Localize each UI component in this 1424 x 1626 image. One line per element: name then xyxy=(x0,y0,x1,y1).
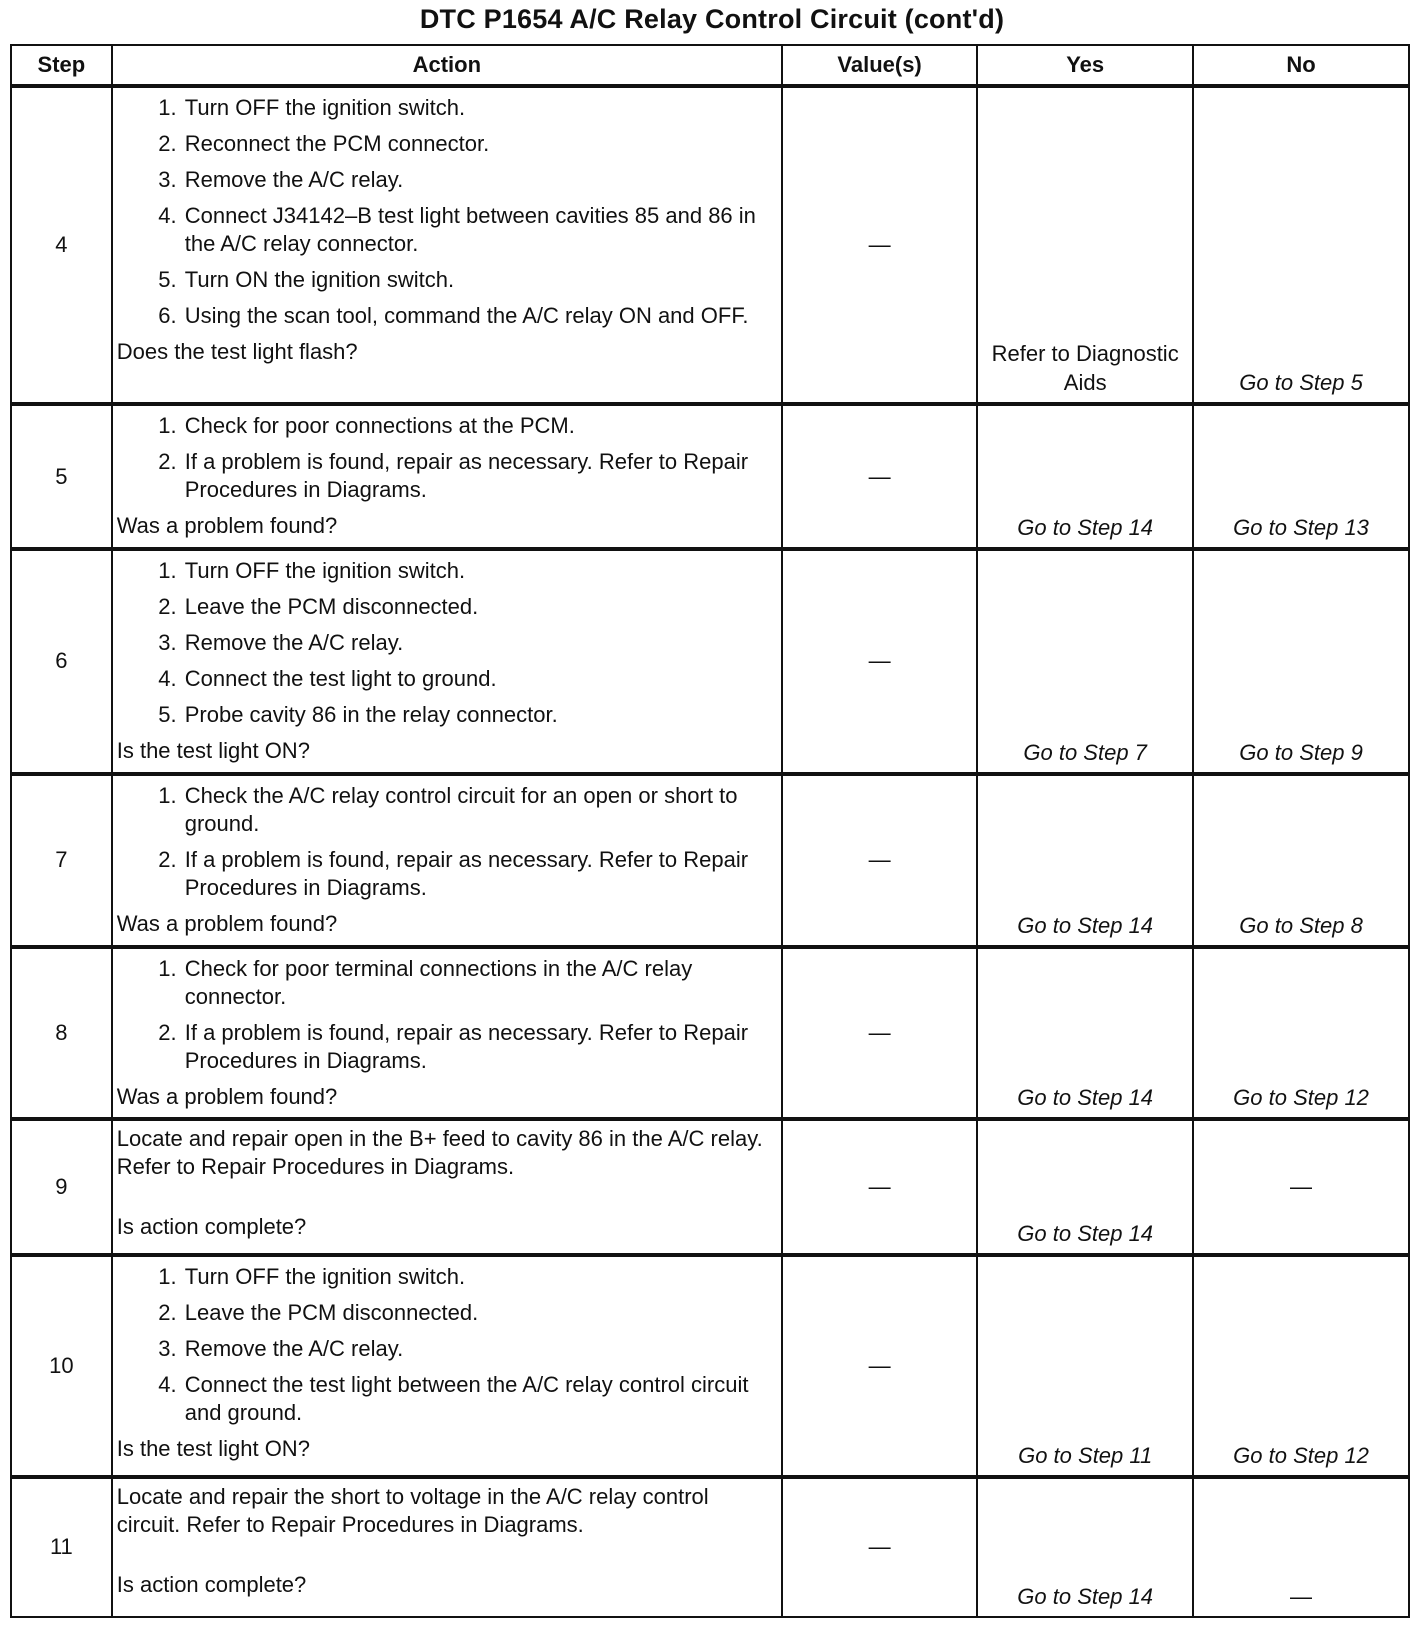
yes-cell: Go to Step 14 xyxy=(977,947,1193,1120)
action-step: 3. Remove the A/C relay. xyxy=(183,166,775,194)
yes-cell: Refer to Diagnostic Aids xyxy=(977,86,1193,405)
step-number: 9 xyxy=(11,1119,112,1255)
action-cell xyxy=(112,86,782,405)
action-step: 4. Connect the test light to ground. xyxy=(183,665,775,693)
value-cell: — xyxy=(782,86,977,405)
action-question: Was a problem found? xyxy=(116,1083,338,1109)
action-step: 1. Check for poor connections at the PCM. xyxy=(183,412,775,440)
action-question: Does the test light flash? xyxy=(116,338,358,364)
action-steps xyxy=(117,412,775,504)
table-row xyxy=(11,1119,1409,1255)
step-number: 6 xyxy=(11,549,112,774)
no-cell: Go to Step 13 xyxy=(1193,404,1409,548)
no-cell: — xyxy=(1193,1119,1409,1255)
no-cell: Go to Step 8 xyxy=(1193,774,1409,947)
action-steps xyxy=(117,782,775,902)
step-number: 5 xyxy=(11,404,112,548)
action-step: 1. Check the A/C relay control circuit for an open or short to ground. xyxy=(183,782,775,838)
action-step: 6. Using the scan tool, command the A/C relay ON and OFF. xyxy=(183,302,775,330)
no-cell: Go to Step 12 xyxy=(1193,1255,1409,1476)
action-step: 2. Reconnect the PCM connector. xyxy=(183,130,775,158)
action-step: 1. Check for poor terminal connections in the A/C relay connector. xyxy=(183,955,775,1011)
no-cell: Go to Step 12 xyxy=(1193,947,1409,1120)
yes-cell: Go to Step 14 xyxy=(977,774,1193,947)
step-number: 4 xyxy=(11,86,112,405)
action-cell xyxy=(112,404,782,548)
action-text: Locate and repair the short to voltage in the A/C relay control circuit. Refer to Repair Procedures in Diagrams. xyxy=(116,1483,709,1537)
table-row xyxy=(11,774,1409,947)
action-question: Is action complete? xyxy=(116,1214,307,1240)
action-question: Was a problem found? xyxy=(116,513,338,539)
header-step: Step xyxy=(11,45,112,86)
action-step: 1. Turn OFF the ignition switch. xyxy=(183,557,775,585)
no-cell: — xyxy=(1193,1477,1409,1617)
no-cell: Go to Step 9 xyxy=(1193,549,1409,774)
action-step: 3. Remove the A/C relay. xyxy=(183,1335,775,1363)
step-number: 11 xyxy=(11,1477,112,1617)
action-step: 2. Leave the PCM disconnected. xyxy=(183,1299,775,1327)
value-cell: — xyxy=(782,1255,977,1476)
action-question: Is the test light ON? xyxy=(116,737,310,763)
action-step: 1. Turn OFF the ignition switch. xyxy=(183,94,775,122)
action-question: Was a problem found? xyxy=(116,911,338,937)
step-number: 7 xyxy=(11,774,112,947)
action-cell xyxy=(112,549,782,774)
yes-cell: Go to Step 7 xyxy=(977,549,1193,774)
yes-cell: Go to Step 14 xyxy=(977,404,1193,548)
action-step: 2. If a problem is found, repair as necessary. Refer to Repair Procedures in Diagrams. xyxy=(183,1019,775,1075)
value-cell: — xyxy=(782,947,977,1120)
value-cell: — xyxy=(782,1119,977,1255)
action-step: 4. Connect the test light between the A/C relay control circuit and ground. xyxy=(183,1371,775,1427)
action-step: 2. If a problem is found, repair as necessary. Refer to Repair Procedures in Diagrams. xyxy=(183,846,775,902)
step-number: 10 xyxy=(11,1255,112,1476)
header-values: Value(s) xyxy=(782,45,977,86)
action-step: 5. Turn ON the ignition switch. xyxy=(183,266,775,294)
value-cell: — xyxy=(782,549,977,774)
action-cell xyxy=(112,774,782,947)
action-step: 1. Turn OFF the ignition switch. xyxy=(183,1263,775,1291)
action-text: Locate and repair open in the B+ feed to cavity 86 in the A/C relay. Refer to Repair Procedures in Diagrams. xyxy=(116,1126,763,1180)
yes-cell: Go to Step 11 xyxy=(977,1255,1193,1476)
action-cell xyxy=(112,1255,782,1476)
header-yes: Yes xyxy=(977,45,1193,86)
action-cell xyxy=(112,1119,782,1255)
step-number: 8 xyxy=(11,947,112,1120)
action-step: 4. Connect J34142–B test light between cavities 85 and 86 in the A/C relay connector. xyxy=(183,202,775,258)
yes-cell: Go to Step 14 xyxy=(977,1119,1193,1255)
value-cell: — xyxy=(782,1477,977,1617)
header-no: No xyxy=(1193,45,1409,86)
action-steps xyxy=(117,94,775,330)
table-header-row xyxy=(11,45,1409,86)
page-title: DTC P1654 A/C Relay Control Circuit (cont'd) xyxy=(419,4,1005,34)
action-step: 5. Probe cavity 86 in the relay connector. xyxy=(183,701,775,729)
action-steps xyxy=(117,557,775,729)
table-row xyxy=(11,1477,1409,1617)
action-step: 3. Remove the A/C relay. xyxy=(183,629,775,657)
header-action: Action xyxy=(112,45,782,86)
table-row xyxy=(11,549,1409,774)
action-question: Is action complete? xyxy=(116,1571,307,1597)
table-row xyxy=(11,1255,1409,1476)
action-step: 2. If a problem is found, repair as necessary. Refer to Repair Procedures in Diagrams. xyxy=(183,448,775,504)
table-row xyxy=(11,86,1409,405)
action-steps xyxy=(117,1263,775,1427)
action-cell xyxy=(112,1477,782,1617)
table-row xyxy=(11,947,1409,1120)
value-cell: — xyxy=(782,404,977,548)
no-cell: Go to Step 5 xyxy=(1193,86,1409,405)
table-row xyxy=(11,404,1409,548)
action-step: 2. Leave the PCM disconnected. xyxy=(183,593,775,621)
yes-cell: Go to Step 14 xyxy=(977,1477,1193,1617)
value-cell: — xyxy=(782,774,977,947)
action-question: Is the test light ON? xyxy=(116,1436,310,1462)
action-steps xyxy=(117,955,775,1075)
action-cell xyxy=(112,947,782,1120)
dtc-table xyxy=(10,44,1410,1618)
